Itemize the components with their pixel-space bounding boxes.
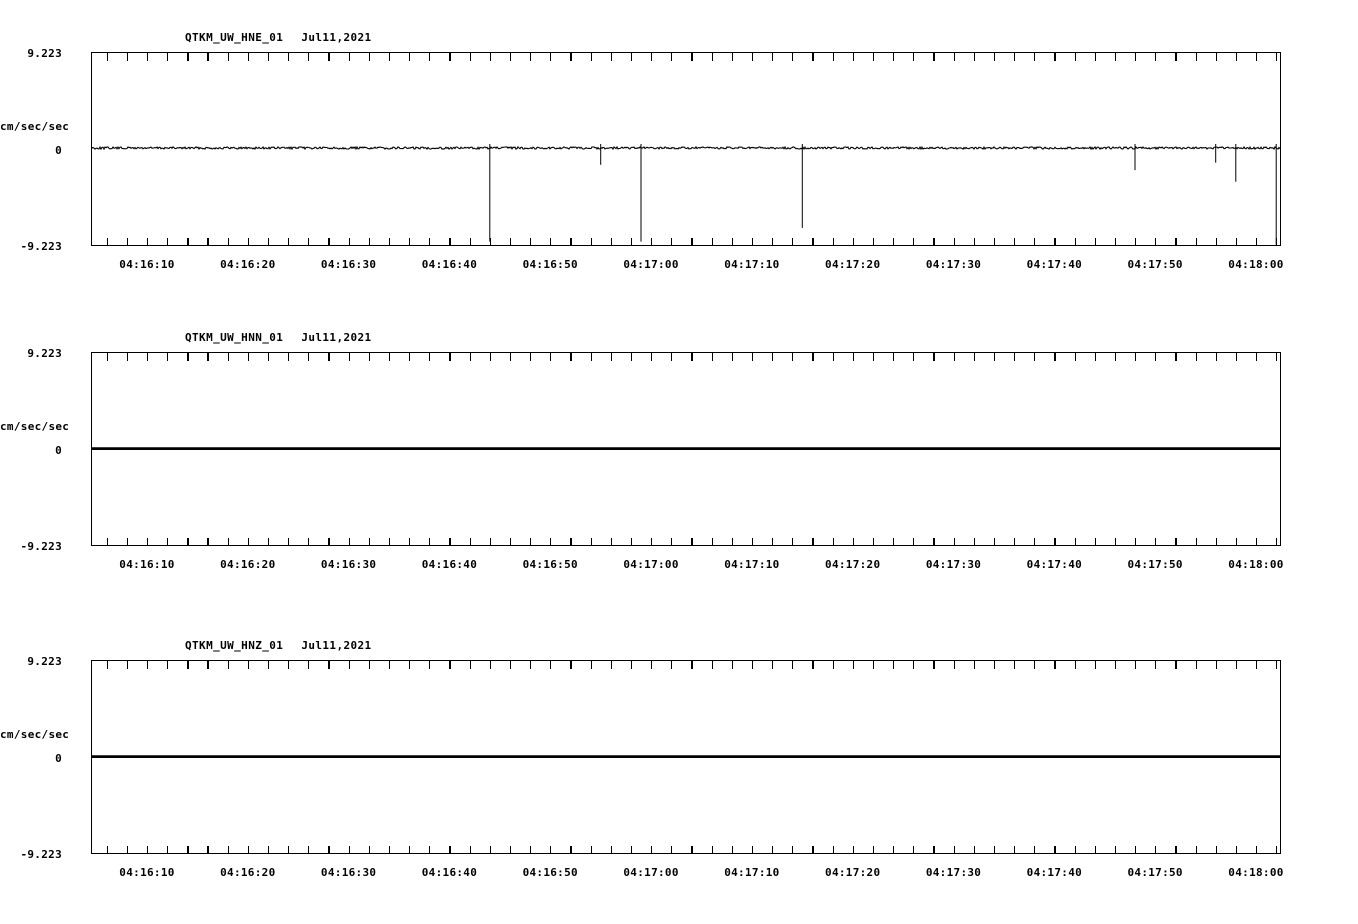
y-axis-max-label: 9.223 <box>27 47 62 60</box>
x-axis-tick-label: 04:16:30 <box>320 558 377 571</box>
x-axis-tick-label: 04:17:00 <box>623 258 679 271</box>
y-axis-units-label: cm/sec/sec <box>0 120 70 133</box>
x-axis-tick-label: 04:17:40 <box>1026 866 1083 879</box>
x-axis-tick-label: 04:17:20 <box>825 866 881 879</box>
x-axis-tick-label: 04:16:10 <box>119 258 175 271</box>
x-axis-labels <box>0 258 1358 274</box>
panel-title-date: Jul11,2021 <box>301 639 372 652</box>
x-axis-labels <box>0 558 1358 574</box>
x-axis-tick-label: 04:17:00 <box>623 866 679 879</box>
panel-title-hnn <box>185 331 372 344</box>
x-axis-tick-label: 04:17:40 <box>1026 558 1083 571</box>
y-axis-max-label: 9.223 <box>27 347 62 360</box>
y-axis-units-label: cm/sec/sec <box>0 728 70 741</box>
x-axis-tick-label: 04:17:10 <box>724 866 780 879</box>
x-axis-tick-label: 04:16:30 <box>320 258 377 271</box>
y-axis-zero-label: 0 <box>55 444 62 457</box>
y-axis-min-label: -9.223 <box>20 848 62 861</box>
x-axis-tick-label: 04:16:50 <box>522 558 578 571</box>
x-axis-tick-label: 04:17:30 <box>925 558 982 571</box>
x-axis-tick-label: 04:17:50 <box>1127 258 1183 271</box>
x-axis-tick-label: 04:16:10 <box>119 558 175 571</box>
x-axis-tick-label: 04:17:40 <box>1026 258 1083 271</box>
x-axis-labels <box>0 866 1358 882</box>
panel-title-text: QTKM_UW_HNZ_01 <box>185 639 284 652</box>
x-axis-tick-label: 04:16:40 <box>421 558 478 571</box>
y-axis-zero-label: 0 <box>55 752 62 765</box>
panel-title-hnz <box>185 639 372 652</box>
x-axis-tick-label: 04:17:20 <box>825 258 881 271</box>
x-axis-tick-label: 04:16:20 <box>220 866 276 879</box>
y-axis-max-label: 9.223 <box>27 655 62 668</box>
x-axis-tick-label: 04:17:50 <box>1127 866 1183 879</box>
x-axis-tick-label: 04:16:10 <box>119 866 175 879</box>
zero-baseline <box>91 448 1281 450</box>
panel-title-text: QTKM_UW_HNN_01 <box>185 331 284 344</box>
x-axis-tick-label: 04:16:20 <box>220 558 276 571</box>
x-axis-tick-label: 04:16:20 <box>220 258 276 271</box>
waveform-trace-hne <box>91 52 1281 246</box>
panel-title-text: QTKM_UW_HNE_01 <box>185 31 284 44</box>
zero-baseline <box>91 756 1281 758</box>
x-axis-tick-label: 04:16:40 <box>421 258 478 271</box>
panel-title-hne <box>185 31 372 44</box>
x-axis-tick-label: 04:16:50 <box>522 258 578 271</box>
x-axis-tick-label: 04:17:50 <box>1127 558 1183 571</box>
x-axis-tick-label: 04:18:00 <box>1228 258 1284 271</box>
x-axis-tick-label: 04:17:20 <box>825 558 881 571</box>
seismogram-panel-hnz <box>0 608 1358 898</box>
x-axis-tick-label: 04:17:30 <box>925 866 982 879</box>
x-axis-tick-label: 04:18:00 <box>1228 866 1284 879</box>
x-axis-tick-label: 04:18:00 <box>1228 558 1284 571</box>
seismogram-panel-hnn <box>0 300 1358 590</box>
panel-title-date: Jul11,2021 <box>301 331 372 344</box>
x-axis-tick-label: 04:17:00 <box>623 558 679 571</box>
y-axis-zero-label: 0 <box>55 144 62 157</box>
y-axis-min-label: -9.223 <box>20 540 62 553</box>
y-axis-units-label: cm/sec/sec <box>0 420 70 433</box>
seismogram-panel-hne <box>0 0 1358 290</box>
x-axis-tick-label: 04:17:10 <box>724 258 780 271</box>
x-axis-tick-label: 04:16:50 <box>522 866 578 879</box>
y-axis-min-label: -9.223 <box>20 240 62 253</box>
panel-title-date: Jul11,2021 <box>301 31 372 44</box>
x-axis-tick-label: 04:17:10 <box>724 558 780 571</box>
x-axis-tick-label: 04:16:40 <box>421 866 478 879</box>
x-axis-tick-label: 04:17:30 <box>925 258 982 271</box>
x-axis-tick-label: 04:16:30 <box>320 866 377 879</box>
